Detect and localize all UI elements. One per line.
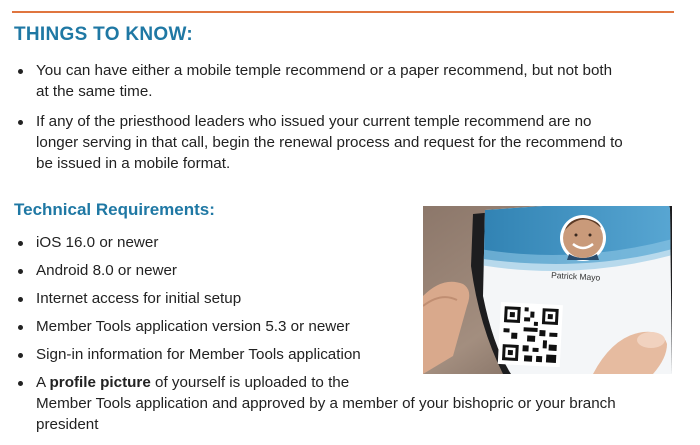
list-item-line: at the same time. xyxy=(36,83,153,100)
list-item-text: Android 8.0 or newer xyxy=(36,262,177,279)
list-item-text: Member Tools application version 5.3 or newer xyxy=(36,318,350,335)
things-to-know-heading: THINGS TO KNOW: xyxy=(14,24,194,45)
technical-requirements-heading: Technical Requirements: xyxy=(14,200,215,219)
top-divider xyxy=(12,11,674,13)
list-item-text: of yourself is uploaded to the xyxy=(150,374,350,391)
list-item-line: Member Tools application and approved by a member of your bishopric or your branch xyxy=(36,395,616,412)
things-to-know-list xyxy=(18,60,678,183)
list-item-line: longer serving in that call, begin the renewal process and request for the recommend to xyxy=(36,134,623,151)
list-item-line: If any of the priesthood leaders who issued your current temple recommend are no xyxy=(36,113,592,130)
list-item-text: Internet access for initial setup xyxy=(36,290,242,307)
profile-name: Patrick Mayo xyxy=(550,270,601,283)
list-item xyxy=(18,60,678,102)
list-item-text: A xyxy=(36,374,50,391)
list-item-text: Sign-in information for Member Tools application xyxy=(36,346,361,363)
list-item xyxy=(18,372,673,435)
list-item-line: be issued in a mobile format. xyxy=(36,155,231,172)
phone-photo xyxy=(423,206,672,374)
qr-code-icon xyxy=(498,302,563,367)
list-item xyxy=(18,111,678,174)
profile-picture-emphasis: profile picture xyxy=(49,374,151,391)
list-item-line: president xyxy=(36,416,99,433)
list-item-text: iOS 16.0 or newer xyxy=(36,234,159,251)
list-item-line: You can have either a mobile temple recommend or a paper recommend, but not both xyxy=(36,62,613,79)
